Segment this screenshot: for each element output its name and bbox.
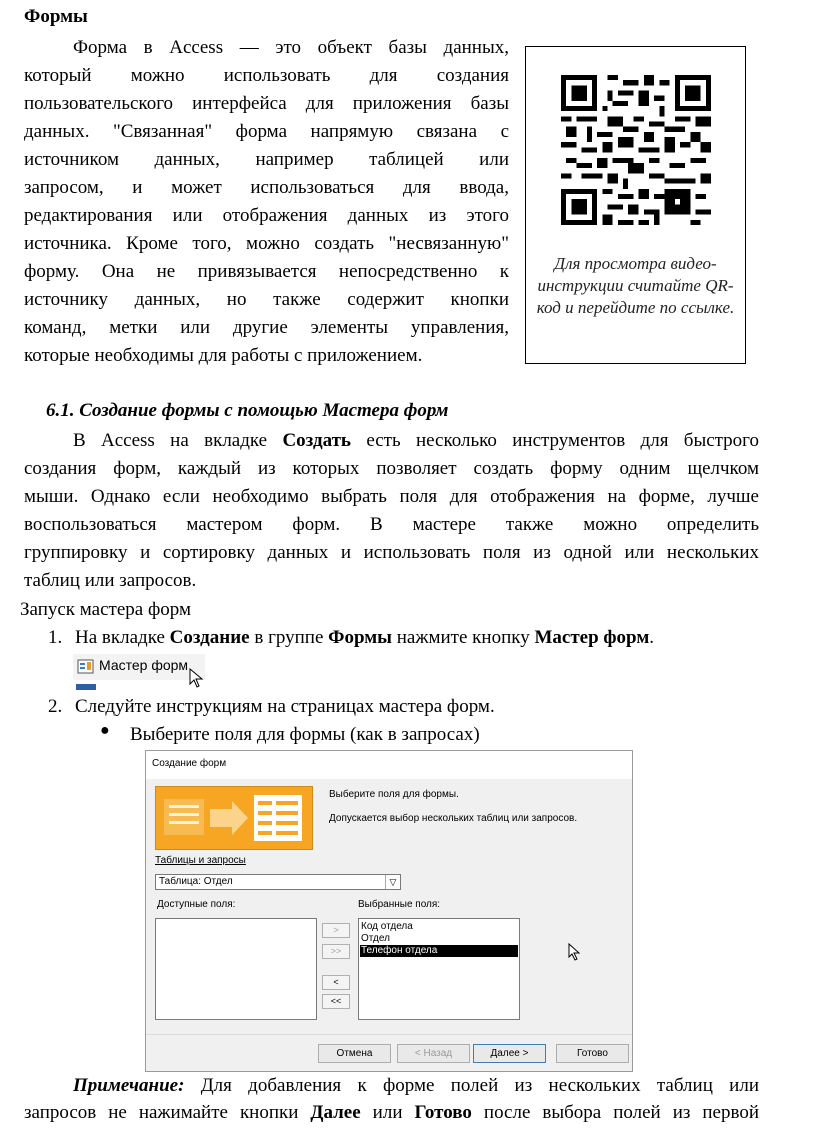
tables-combo[interactable] — [155, 874, 401, 890]
intro-line: команд, метки или другие элементы управления, — [24, 317, 509, 338]
step-number: 2. — [48, 696, 63, 717]
step-number: 1. — [48, 627, 63, 648]
intro-line: пользовательского интерфейса для приложения базы — [24, 93, 509, 114]
tables-label: Таблицы и запросы — [155, 855, 246, 866]
note-text: запросов не нажимайте кнопки — [24, 1102, 311, 1123]
intro-line: которые необходимы для работы с приложением. — [24, 345, 423, 366]
note-bold: Готово — [414, 1102, 472, 1123]
intro-line: запросом, и может использоваться для ввода, — [24, 177, 509, 198]
dialog-title: Создание форм — [152, 758, 227, 769]
wizard-illustration — [155, 786, 313, 850]
finish-button[interactable]: Готово — [556, 1044, 629, 1063]
note-text: или — [360, 1102, 415, 1123]
selected-label: Выбранные поля: — [358, 899, 441, 910]
selected-fields-list[interactable] — [358, 918, 520, 1020]
launch-label: Запуск мастера форм — [20, 599, 192, 620]
wizard-illustration-icon — [156, 787, 312, 849]
mouse-cursor-icon — [568, 943, 582, 961]
note-label: Примечание: — [73, 1075, 185, 1096]
qr-caption: Для просмотра видео-инструкции считайте QR-код и перейдите по ссылке. — [536, 254, 735, 317]
dialog-separator — [146, 1034, 632, 1035]
step-bold: Формы — [328, 627, 393, 648]
selected-field-highlighted[interactable]: Телефон отдела — [360, 945, 518, 957]
form-wizard-icon — [77, 659, 95, 675]
form-wizard-dialog — [145, 750, 633, 1072]
step-text: нажмите кнопку — [392, 627, 535, 648]
form-wizard-ribbon-button[interactable] — [73, 654, 205, 680]
intro-line: форму. Она не привязывается непосредственно к — [24, 261, 509, 282]
page-heading: Формы — [24, 6, 88, 27]
mouse-cursor-icon — [189, 668, 205, 688]
para-bold: Создать — [282, 430, 351, 451]
para-line: группировку и сортировку данных и использовать поля из одной или нескольких — [24, 542, 759, 563]
intro-line: редактирования или отображения данных из этого — [24, 205, 509, 226]
remove-field-button[interactable]: < — [322, 975, 350, 990]
bullet-icon: ● — [100, 722, 110, 739]
para-line: мыши. Однако если необходимо выбрать поля для отображения на форме, лучше — [24, 486, 759, 507]
para-line: воспользоваться мастером форм. В мастере также можно определить — [24, 514, 759, 535]
available-label: Доступные поля: — [157, 899, 236, 910]
add-field-button[interactable]: > — [322, 923, 350, 938]
intro-line: который можно использовать для создания — [24, 65, 509, 86]
para-line: таблиц или запросов. — [24, 570, 197, 591]
selected-field[interactable]: Код отдела — [361, 921, 413, 932]
step-text: . — [649, 627, 655, 648]
next-button[interactable]: Далее > — [473, 1044, 546, 1063]
available-fields-list[interactable] — [155, 918, 317, 1020]
intro-line: источника. Кроме того, можно создать "несвязанную" — [24, 233, 509, 254]
para-line: создания форм, каждый из которых позволяет создать форму одним щелчком — [24, 458, 759, 479]
para-text: есть несколько инструментов для быстрого — [350, 430, 759, 451]
note-text: Для добавления к форме полей из нескольких таблиц или — [184, 1075, 759, 1096]
note-line — [73, 1072, 759, 1100]
intro-line: источником данных, например таблицей или — [24, 149, 509, 170]
step-bold: Мастер форм — [534, 627, 650, 648]
step-2-text: Следуйте инструкциям на страницах мастера форм. — [75, 696, 495, 717]
step-bold: Создание — [169, 627, 250, 648]
intro-line: данных. "Связанная" форма напрямую связана с — [24, 121, 509, 142]
note-bold: Далее — [310, 1102, 361, 1123]
step-1-text — [75, 624, 654, 652]
step-text: в группе — [249, 627, 329, 648]
dialog-hint: Допускается выбор нескольких таблиц или запросов. — [329, 813, 578, 824]
note-text: после выбора полей из первой — [471, 1102, 759, 1123]
para-text: В Access на вкладке — [73, 430, 283, 451]
selected-field[interactable]: Отдел — [361, 933, 390, 944]
qr-code-icon[interactable] — [561, 75, 711, 225]
step-text: На вкладке — [75, 627, 170, 648]
form-wizard-label: Мастер форм — [99, 657, 189, 673]
cancel-button[interactable]: Отмена — [318, 1044, 391, 1063]
intro-line: Форма в Access — это объект базы данных, — [73, 37, 509, 58]
intro-line: источнику данных, но также содержит кнопки — [24, 289, 509, 310]
section-title: 6.1. Создание формы с помощью Мастера форм — [46, 400, 449, 421]
dialog-titlebar — [146, 751, 632, 779]
note-line — [24, 1099, 759, 1127]
para-line — [73, 427, 759, 455]
qr-box — [525, 46, 746, 364]
ribbon-next-button-fragment — [76, 684, 96, 690]
add-all-fields-button[interactable]: >> — [322, 944, 350, 959]
tables-combo-value: Таблица: Отдел — [159, 876, 233, 887]
dialog-prompt: Выберите поля для формы. — [329, 789, 459, 800]
remove-all-fields-button[interactable]: << — [322, 994, 350, 1009]
back-button[interactable]: < Назад — [397, 1044, 470, 1063]
bullet-text: Выберите поля для формы (как в запросах) — [130, 724, 480, 745]
chevron-down-icon[interactable]: ▽ — [385, 875, 400, 889]
